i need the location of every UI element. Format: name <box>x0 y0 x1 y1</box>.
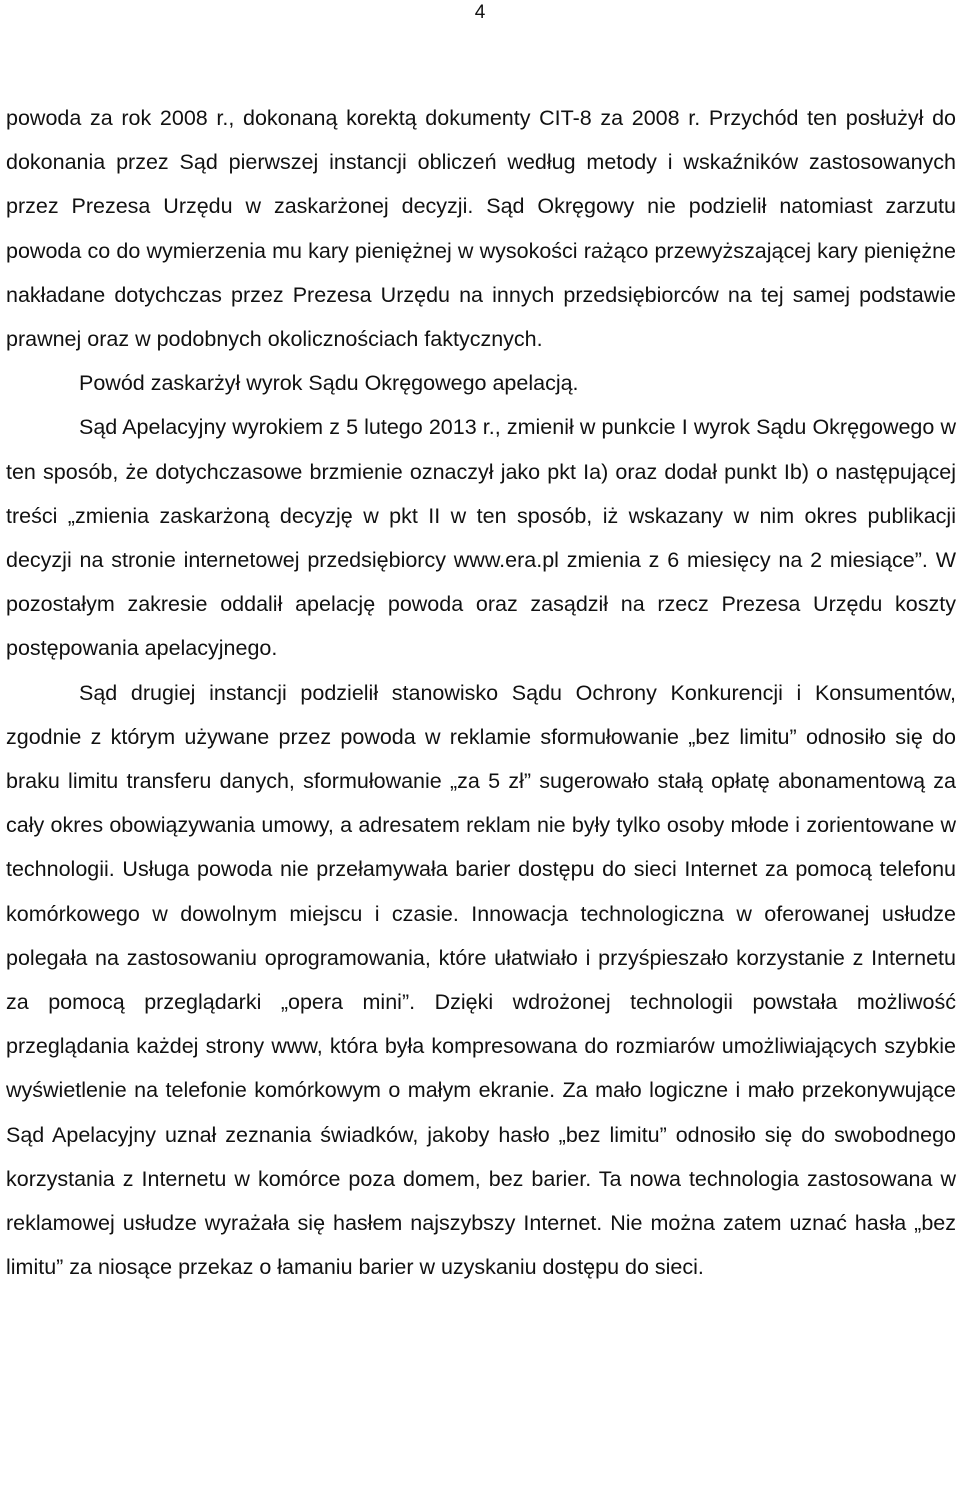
paragraph-appeal: Powód zaskarżył wyrok Sądu Okręgowego apelacją. <box>79 371 579 396</box>
paragraph-appellate-reasoning: Sąd drugiej instancji podzielił stanowisko Sądu Ochrony Konkurencji i Konsumentów, zgodnie z którym używane przez powoda w reklamie sformułowanie „bez limitu” odnosiło się do braku limitu transferu danych, sformułowanie „za 5 zł” sugerowało stałą opłatę abonamentową za cały okres obowiązywania umowy, a adresatem reklam nie były tylko osoby młode i zorientowane w technologii. Usługa powoda nie przełamywała barier dostępu do sieci Internet za pomocą telefonu komórkowego w dowolnym miejscu i czasie. Innowacja technologiczna w oferowanej usłudze polegała na zastosowaniu oprogramowania, które ułatwiało i przyśpieszało korzystanie z Internetu za pomocą przeglądarki „opera mini”. Dzięki wdrożonej technologii powstała możliwość przeglądania każdej strony www, która była kompresowana do rozmiarów umożliwiających szybkie wyświetlenie na telefonie komórkowym o małym ekranie. Za mało logiczne i mało przekonywujące Sąd Apelacyjny uznał zeznania świadków, jakoby hasło „bez limitu” odnosiło się do swobodnego korzystania z Internetu w komórce poza domem, bez barier. Ta nowa technologia zastosowana w reklamowej usłudze wyrażała się hasłem najszybszy Internet. Nie można zatem uznać hasła „bez limitu” za niosące przekaz o łamaniu barier w uzyskaniu dostępu do sieci. <box>6 680 956 1280</box>
page-number: 4 <box>474 2 486 23</box>
paragraph-continuation: powoda za rok 2008 r., dokonaną korektą dokumenty CIT-8 za 2008 r. Przychód ten posłużył do dokonania przez Sąd pierwszej instancji obliczeń według metody i wskaźników zastosowanych przez Prezesa Urzędu w zaskarżonej decyzji. Sąd Okręgowy nie podzielił natomiast zarzutu powoda co do wymierzenia mu kary pieniężnej w wysokości rażąco przewyższającej kary pieniężne nakładane dotychczas przez Prezesa Urzędu na innych przedsiębiorców na tej samej podstawie prawnej oraz w podobnych okolicznościach faktycznych. <box>6 106 956 352</box>
document-body <box>6 96 956 1289</box>
paragraph-appellate-judgment: Sąd Apelacyjny wyrokiem z 5 lutego 2013 r., zmienił w punkcie I wyrok Sądu Okręgowego w ten sposób, że dotychczasowe brzmienie oznaczył jako pkt Ia) oraz dodał punkt Ib) o następującej treści „zmienia zaskarżoną decyzję w pkt II w ten sposób, iż wskazany w nim okres publikacji decyzji na stronie internetowej przedsiębiorcy www.era.pl zmienia z 6 miesięcy na 2 miesiące”. W pozostałym zakresie oddalił apelację powoda oraz zasądził na rzecz Prezesa Urzędu koszty postępowania apelacyjnego. <box>6 415 956 661</box>
